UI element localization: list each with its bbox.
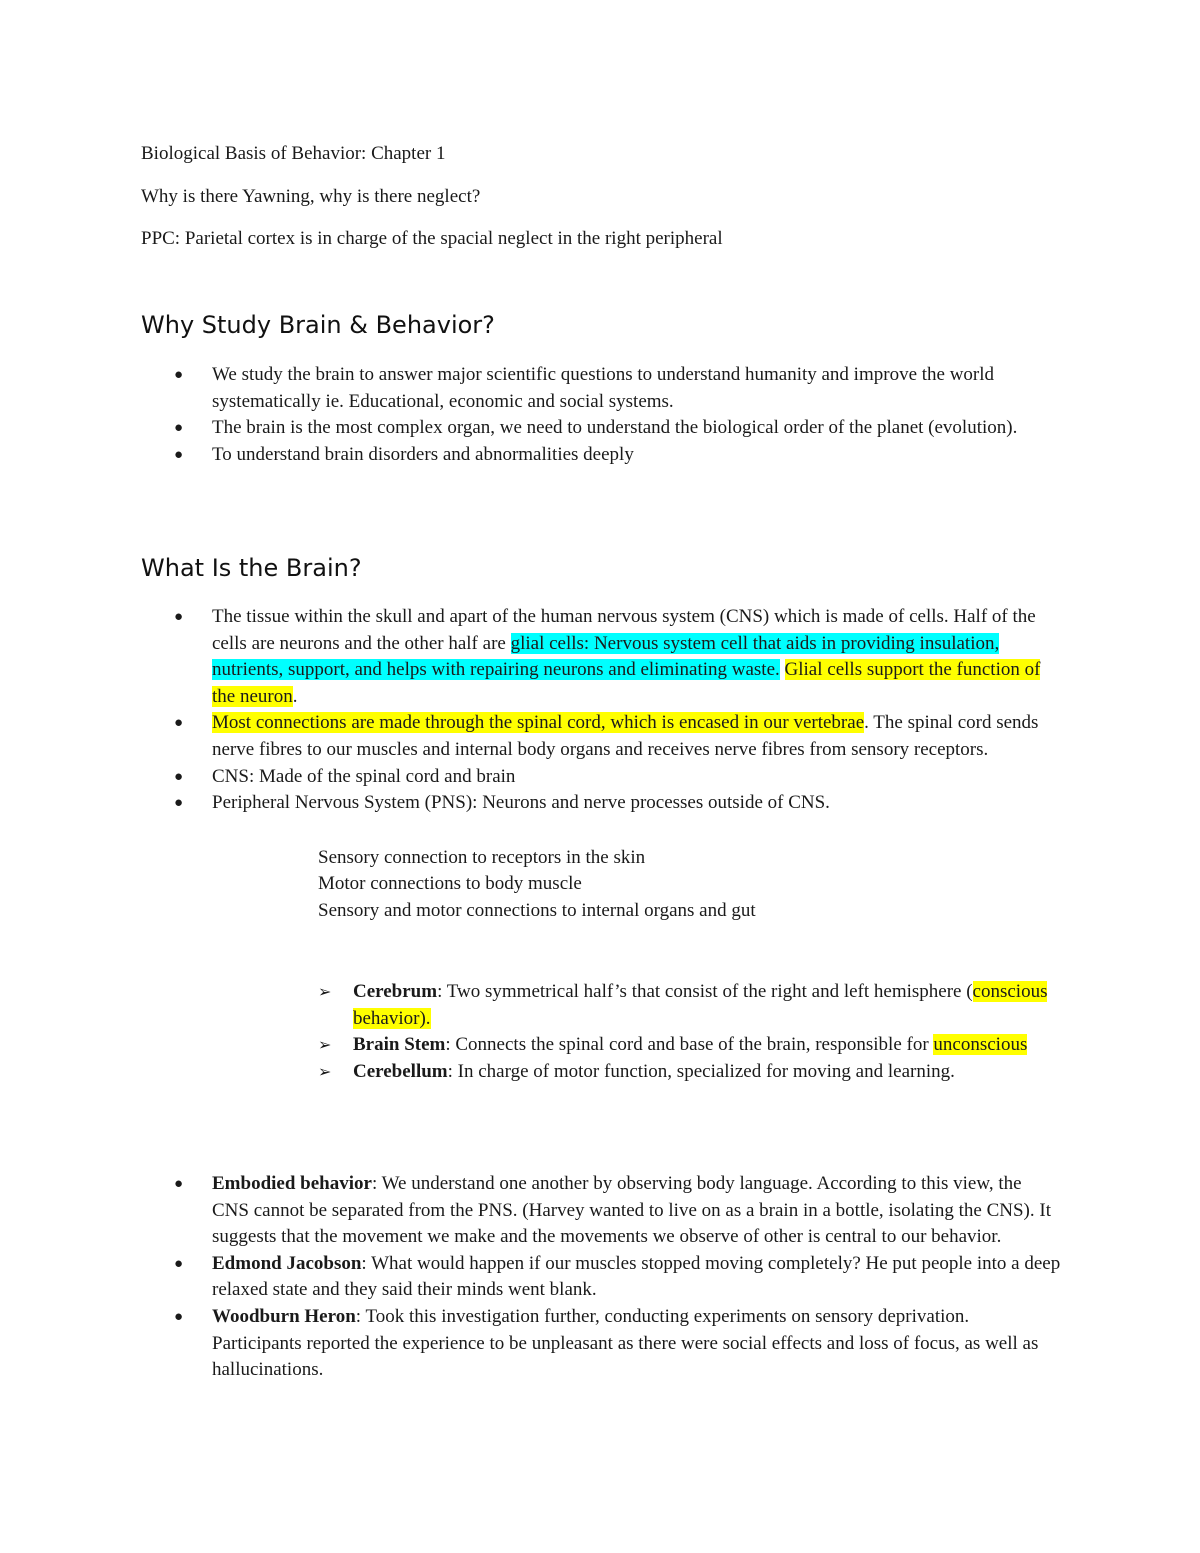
brain-parts-list: [0, 979, 1063, 1085]
list-item: ● To understand brain disorders and abnormalities deeply: [0, 442, 1062, 469]
list-item: ● CNS: Made of the spinal cord and brain: [0, 764, 1062, 791]
list-item: ● Edmond Jacobson: What would happen if our muscles stopped moving completely? He put people into a deep relaxed state and they said their minds went blank.: [174, 1252, 1061, 1301]
bullet-icon: ●: [174, 795, 184, 812]
list-item: ➢ Cerebellum: In charge of motor function, specialized for moving and learning.: [0, 1059, 1063, 1086]
list-item: ● Embodied behavior: We understand one another by observing body language. According to this view, the CNS cannot be separated from the PNS. (Harvey wanted to live on as a brain in a bottle, isolating the CNS). It suggests that the movement we make and the movements we observe of other is central to our behavior.: [174, 1173, 1051, 1248]
list-item: ➢ Cerebrum: Two symmetrical half’s that consist of the right and left hemisphere (conscious behavior).: [318, 981, 1048, 1029]
doc-title-line: Biological Basis of Behavior: Chapter 1: [141, 143, 446, 164]
list-item: ● Peripheral Nervous System (PNS): Neurons and nerve processes outside of CNS.: [0, 790, 1062, 817]
highlight-yellow: conscious behavior).: [353, 981, 1048, 1029]
bullet-icon: ●: [174, 1176, 184, 1192]
bullet-icon: ●: [174, 446, 184, 463]
bullet-icon: ●: [174, 367, 184, 383]
bullet-icon: ●: [174, 1308, 184, 1325]
embodied-list: [0, 1171, 1062, 1384]
pns-sub-item: Sensory connection to receptors in the skin: [318, 847, 646, 868]
list-item: ● Most connections are made through the spinal cord, which is encased in our vertebrae. The spinal cord sends nerve fibres to our muscles and internal body organs and receives nerve fibres from sensory receptors.: [174, 712, 1039, 760]
pns-sub-item: Motor connections to body muscle: [318, 873, 582, 894]
section-heading-what-is-brain: What Is the Brain?: [141, 554, 362, 582]
highlight-yellow: Glial cells support the function of the neuron: [212, 659, 1041, 707]
why-study-list: [0, 362, 1062, 468]
bullet-icon: ●: [174, 768, 184, 785]
pns-sub-item: Sensory and motor connections to internal organs and gut: [318, 900, 756, 921]
bullet-icon: ●: [174, 609, 184, 625]
highlight-cyan: glial cells: Nervous system cell that aids in providing insulation, nutrients, support, and helps with repairing neurons and eliminating waste.: [212, 632, 1000, 681]
highlight-yellow: unconscious: [933, 1034, 1028, 1056]
list-item: ● The tissue within the skull and apart of the human nervous system (CNS) which is made of cells. Half of the cells are neurons and the other half are glial cells: Nervous system cell that aids in providing insulation, nutrients, support, and helps with repairing neurons and eliminating waste. Glial cells support the function of the neuron.: [174, 606, 1041, 707]
arrow-bullet-icon: ➢: [318, 982, 332, 1001]
list-item: ➢ Brain Stem: Connects the spinal cord and base of the brain, responsible for unconscious: [0, 1032, 1063, 1059]
highlight-yellow: Most connections are made through the spinal cord, which is encased in our vertebrae: [212, 712, 865, 734]
list-item: ● We study the brain to answer major scientific questions to understand humanity and improve the world systematically ie. Educational, economic and social systems.: [174, 364, 995, 412]
intro-question: Why is there Yawning, why is there neglect?: [141, 186, 481, 207]
list-item: ● Woodburn Heron: Took this investigation further, conducting experiments on sensory deprivation. Participants reported the experience to be unpleasant as there were social effects and loss of focus, as well as hallucinations.: [174, 1305, 1039, 1381]
bullet-icon: ●: [174, 715, 184, 732]
section-heading-why-study: Why Study Brain & Behavior?: [141, 311, 495, 339]
intro-ppc-note: PPC: Parietal cortex is in charge of the spacial neglect in the right peripheral: [141, 228, 723, 249]
arrow-bullet-icon: ➢: [318, 1061, 332, 1081]
bullet-icon: ●: [174, 1255, 184, 1272]
arrow-bullet-icon: ➢: [318, 1035, 332, 1055]
bullet-icon: ●: [174, 420, 184, 437]
what-is-brain-list: [0, 604, 1062, 817]
list-item: ● The brain is the most complex organ, we need to understand the biological order of the planet (evolution).: [0, 415, 1062, 442]
